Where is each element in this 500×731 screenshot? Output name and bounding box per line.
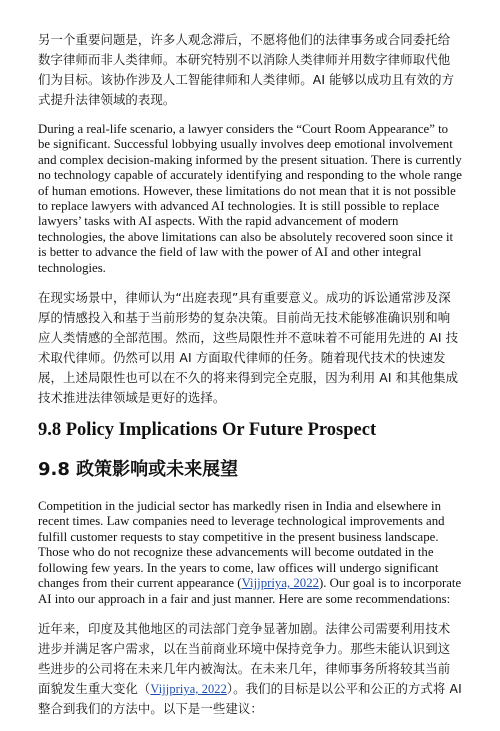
section-heading-en: 9.8 Policy Implications Or Future Prospect: [38, 420, 377, 441]
paragraph-en-4-text: Competition in the judicial sector has markedly risen in India and elsewhere in recent times. Law companies need to leverage technological improvements and fulfill customer requests to stay competitive in the present business landscape. Those who do not recognize these advancements will become outdated in the following few years. In the years to come, law offices will undergo significant changes from their current appearance (: [38, 499, 445, 591]
paragraph-en-4: [38, 499, 462, 607]
citation-link[interactable]: Vijjpriya, 2022: [241, 576, 320, 591]
paragraph-zh-1: 另一个重要问题是，许多人观念滞后，不愿将他们的法律事务或合同委托给数字律师而非人类律师。本研究特别不以消除人类律师并用数字律师取代他们为目标。该协作涉及人工智能律师和人类律师。AI 能够以成功且有效的方式提升法律领域的表现。: [38, 32, 455, 107]
page-content: [38, 30, 462, 731]
paragraph-zh-5: [38, 619, 462, 719]
paragraph-zh-5-text-end: ）。我们的目标是以公平和公正的方式将 AI 整合到我们的方法中。以下是一些建议：: [38, 680, 462, 716]
paragraph-en-2: During a real-life scenario, a lawyer considers the “Court Room Appearance” to be significant. Successful lobbying usually involves deep emotional involvement and complex decision-making informed by the present situation. There is currently no technology capable of accurately identifying and responding to the whole range of human emotions. However, these limitations do not mean that it is not possible to replace lawyers with advanced AI technologies. It is still possible to replace lawyers’ tasks with AI aspects. With the rapid advancement of modern technologies, the above limitations can also be absolutely recovered soon since it is better to advance the field of law with the power of AI and other integral technologies.: [38, 122, 462, 275]
paragraph-zh-5-text: 近年来，印度及其他地区的司法部门竞争显著加剧。法律公司需要利用技术进步并满足客户需求，以在当前商业环境中保持竞争力。那些未能认识到这些进步的公司将在未来几年内被淘汰。在未来几年，律师事务所将较其当前面貌发生重大变化（: [38, 620, 451, 696]
paragraph-en-4-text-end: ). Our goal is to incorporate AI into our approach in a fair and just manner. Here are some recommendations:: [38, 576, 462, 606]
citation-link-zh[interactable]: Vijjpriya, 2022: [150, 681, 227, 696]
paragraph-zh-3: 在现实场景中，律师认为“出庭表现”具有重要意义。成功的诉讼通常涉及深厚的情感投入和基于当前形势的复杂决策。目前尚无技术能够准确识别和响应人类情感的全部范围。然而，这些局限性并不意味着不可能用先进的 AI 技术取代律师。仍然可以用 AI 方面取代律师的任务。随着现代技术的快速发展，上述局限性也可以在不久的将来得到完全克服，因为利用 AI 和其他集成技术推进法律领域是更好的选择。: [38, 290, 459, 406]
section-heading-zh: 9.8 政策影响或未来展望: [38, 459, 239, 481]
